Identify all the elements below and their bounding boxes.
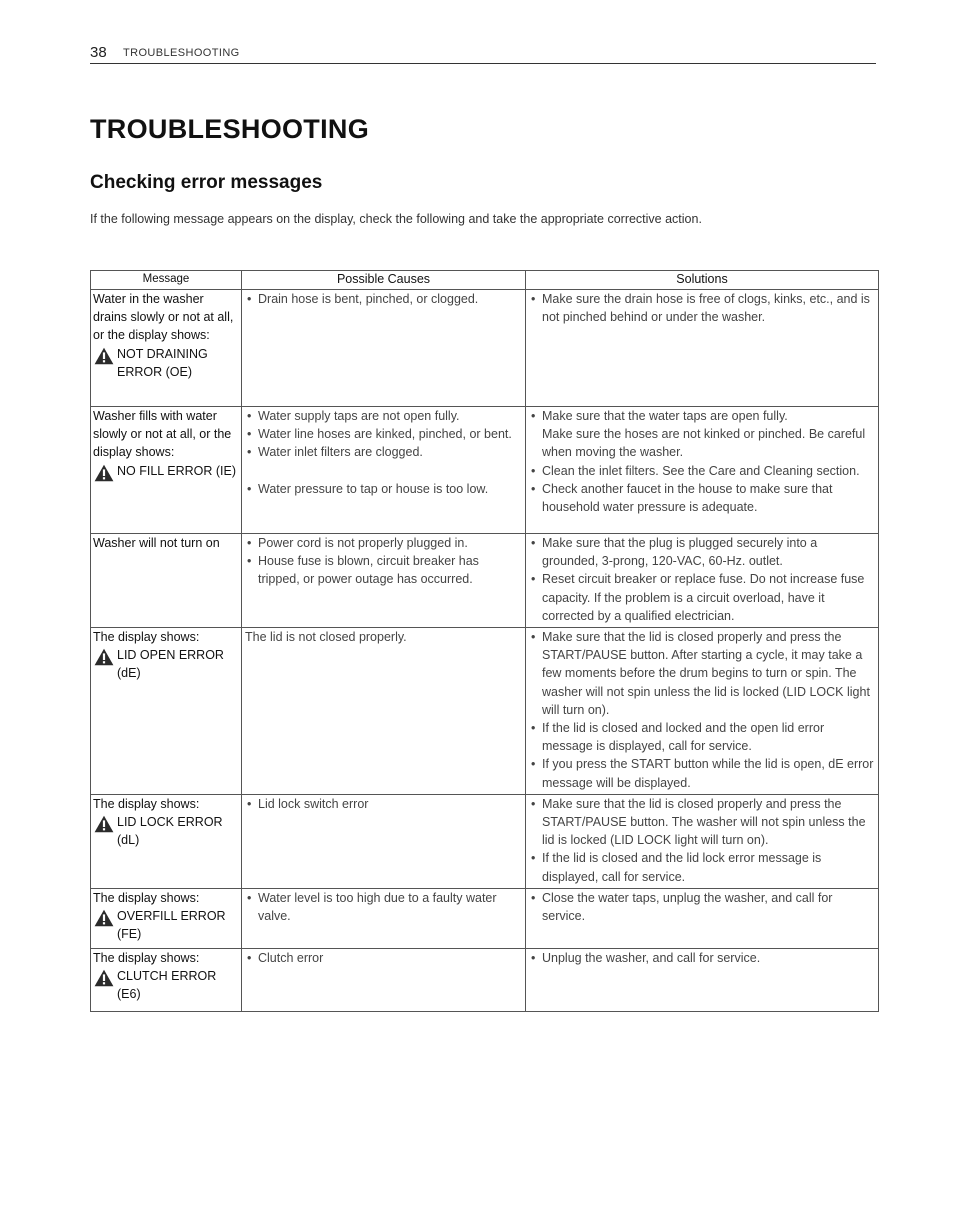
table-row [91, 628, 879, 795]
solution-item: • Reset circuit breaker or replace fuse. Do not increase fuse capacity. If the problem is a circuit overload, have it corrected by a qualified electrician. [529, 570, 875, 625]
causes-cell [242, 794, 526, 888]
column-header-solutions: Solutions [526, 271, 879, 290]
error-display [93, 967, 240, 1003]
error-code-line: NOT DRAINING [117, 346, 208, 361]
error-code-line: LID LOCK ERROR [117, 815, 223, 830]
causes-cell [242, 628, 526, 795]
causes-cell [242, 290, 526, 407]
cause-text: The lid is not closed properly. [245, 630, 407, 645]
message-text: The display shows: [93, 950, 200, 965]
solution-text: • Make sure that the water taps are open fully. [542, 409, 788, 423]
cause-item: • Water level is too high due to a faulty water valve. [245, 889, 522, 925]
cause-item: • Clutch error [245, 949, 522, 967]
warning-icon [94, 648, 114, 666]
table-row [91, 407, 879, 534]
message-text: The display shows: [93, 890, 200, 905]
warning-icon [94, 347, 114, 365]
warning-icon [94, 464, 114, 482]
message-text: Washer will not turn on [93, 536, 220, 550]
running-section-title: TROUBLESHOOTING [123, 47, 240, 59]
cause-item: • Water supply taps are not open fully. [245, 407, 522, 425]
message-text: Washer fills with water slowly or not at all, or the display shows: [93, 409, 232, 460]
page-number: 38 [90, 44, 107, 61]
cause-item: • Water pressure to tap or house is too low. [245, 480, 522, 498]
solutions-cell [526, 948, 879, 1011]
table-header-row [91, 271, 879, 290]
causes-cell [242, 888, 526, 948]
solution-item: • If the lid is closed and locked and the open lid error message is displayed, call for service. [529, 719, 875, 755]
cause-item: • Water line hoses are kinked, pinched, or bent. [245, 425, 522, 443]
cause-item: • Drain hose is bent, pinched, or clogged. [245, 290, 522, 308]
table-row [91, 534, 879, 628]
error-code-line: LID OPEN ERROR [117, 648, 224, 663]
error-code-line: CLUTCH ERROR [117, 969, 217, 984]
solution-item: • Check another faucet in the house to make sure that household water pressure is adequate. [529, 480, 875, 516]
error-display [93, 646, 240, 682]
table-row [91, 888, 879, 948]
warning-icon [94, 909, 114, 927]
message-cell [91, 534, 242, 628]
error-display [93, 907, 240, 943]
section-subtitle: Checking error messages [90, 172, 323, 193]
solution-item: • If the lid is closed and the lid lock error message is displayed, call for service. [529, 849, 875, 885]
cause-item: • House fuse is blown, circuit breaker has tripped, or power outage has occurred. [245, 552, 522, 588]
solutions-cell [526, 290, 879, 407]
causes-cell [242, 534, 526, 628]
message-text: Water in the washer drains slowly or not at all, or the display shows: [93, 292, 234, 343]
column-header-message: Message [91, 271, 242, 290]
warning-icon [94, 969, 114, 987]
solution-text: Make sure the hoses are not kinked or pinched. Be careful when moving the washer. [542, 427, 866, 460]
error-code-line: (E6) [117, 987, 141, 1002]
solutions-cell [526, 534, 879, 628]
solution-item: • Unplug the washer, and call for service. [529, 949, 875, 967]
error-code-line: NO FILL ERROR (IE) [117, 463, 236, 478]
message-text: The display shows: [93, 630, 200, 645]
error-display [93, 813, 240, 849]
error-code-line: (dE) [117, 666, 141, 681]
error-code-line: ERROR (OE) [117, 364, 192, 379]
error-display [93, 345, 240, 381]
solution-item: • Make sure that the lid is closed properly and press the START/PAUSE button. The washer will not spin unless the lid is locked (LID LOCK light will turn on). [529, 795, 875, 850]
solutions-cell [526, 794, 879, 888]
solution-item: • Clean the inlet filters. See the Care and Cleaning section. [529, 462, 875, 480]
message-cell [91, 888, 242, 948]
page-title: TROUBLESHOOTING [90, 114, 369, 144]
error-messages-table [90, 270, 879, 1012]
message-cell [91, 948, 242, 1011]
solution-item [529, 407, 875, 462]
causes-cell [242, 407, 526, 534]
intro-paragraph: If the following message appears on the display, check the following and take the appropriate corrective action. [90, 212, 702, 226]
error-display [93, 462, 240, 480]
error-code-line: (FE) [117, 927, 142, 942]
solution-item: • Make sure that the plug is plugged securely into a grounded, 3-prong, 120-VAC, 60-Hz. outlet. [529, 534, 875, 570]
table-row [91, 948, 879, 1011]
message-cell [91, 290, 242, 407]
message-cell [91, 407, 242, 534]
solution-item: • Close the water taps, unplug the washer, and call for service. [529, 889, 875, 925]
solution-item: • If you press the START button while the lid is open, dE error message will be displayed. [529, 755, 875, 791]
cause-item: • Power cord is not properly plugged in. [245, 534, 522, 552]
error-code-line: (dL) [117, 833, 140, 848]
solution-item: • Make sure that the lid is closed properly and press the START/PAUSE button. After starting a cycle, it may take a few moments before the drum begins to turn or spin. The washer will not spin unless the lid is locked (LID LOCK light will turn on). [529, 628, 875, 719]
message-cell [91, 794, 242, 888]
table-row [91, 794, 879, 888]
page-header [90, 44, 876, 64]
solutions-cell [526, 628, 879, 795]
solutions-cell [526, 888, 879, 948]
warning-icon [94, 815, 114, 833]
column-header-causes: Possible Causes [242, 271, 526, 290]
message-text: The display shows: [93, 796, 200, 811]
causes-cell [242, 948, 526, 1011]
solutions-cell [526, 407, 879, 534]
table-row [91, 290, 879, 407]
message-cell [91, 628, 242, 795]
solution-item: • Make sure the drain hose is free of clogs, kinks, etc., and is not pinched behind or under the washer. [529, 290, 875, 326]
cause-item: • Water inlet filters are clogged. [245, 443, 522, 461]
error-code-line: OVERFILL ERROR [117, 909, 226, 924]
cause-item: • Lid lock switch error [245, 795, 522, 813]
